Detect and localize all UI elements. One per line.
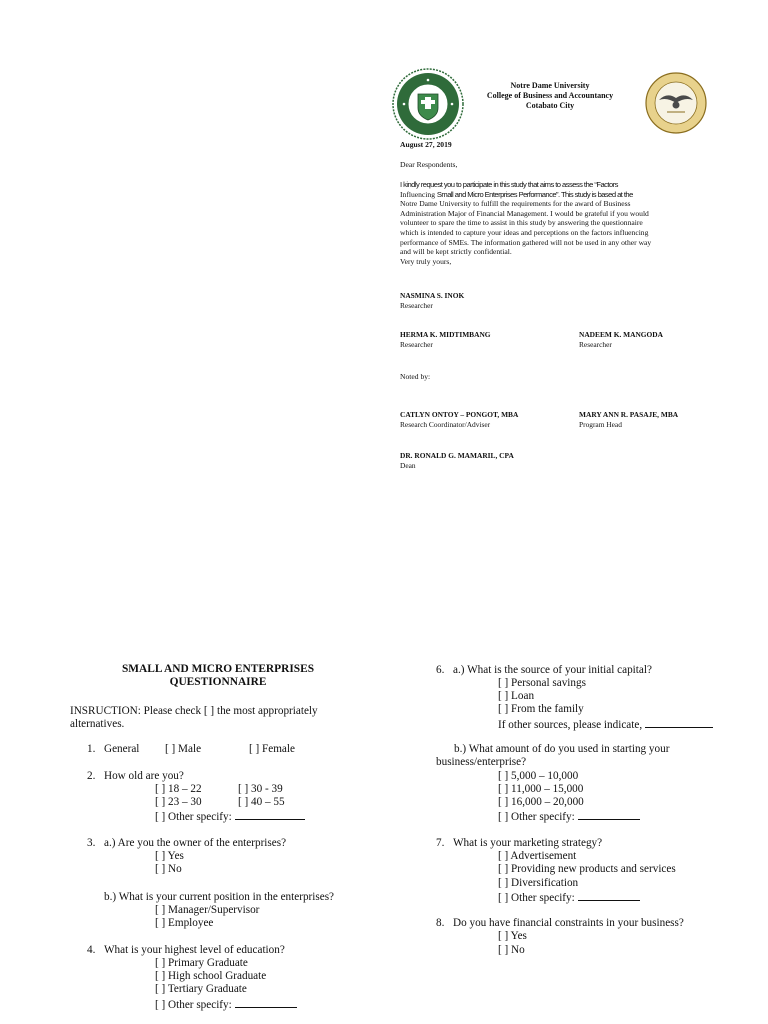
option-label: If other sources, please indicate, xyxy=(498,719,643,731)
option-label: [ ] Other specify: xyxy=(498,811,575,823)
letter-closing: Very truly yours, xyxy=(400,256,452,266)
checkbox-amount-11k-15k[interactable]: [ ] 11,000 – 15,000 xyxy=(498,783,584,795)
question-label: Do you have financial constraints in your business? xyxy=(453,917,684,929)
question-6b xyxy=(436,743,736,769)
signatory-name: NADEEM K. MANGODA xyxy=(579,330,663,339)
checkbox-age-40-55[interactable]: [ ] 40 – 55 xyxy=(238,796,285,808)
instruction xyxy=(70,705,360,731)
checkbox-amount-5k-10k[interactable]: [ ] 5,000 – 10,000 xyxy=(498,770,579,782)
checkbox-female[interactable]: [ ] Female xyxy=(249,743,295,755)
checkbox-constraints-no[interactable]: [ ] No xyxy=(498,944,525,956)
question-3b-label: b.) What is your current position in the enterprises? xyxy=(104,891,335,903)
checkbox-age-30-39[interactable]: [ ] 30 - 39 xyxy=(238,783,283,795)
option-label: [ ] Other specify: xyxy=(498,892,575,904)
question-2 xyxy=(87,770,184,783)
signatory-name: CATLYN ONTOY – PONGOT, MBA xyxy=(400,410,519,419)
checkbox-position-employee[interactable]: [ ] Employee xyxy=(155,917,214,929)
checkbox-strategy-diversification[interactable]: [ ] Diversification xyxy=(498,877,579,889)
signatory-role: Researcher xyxy=(579,339,612,349)
signatory-name: NASMINA S. INOK xyxy=(400,291,465,300)
body-line: Administration Major of Financial Management. I would be grateful if you would xyxy=(400,208,649,218)
letterhead xyxy=(470,81,630,111)
question-label-line-1: b.) What amount of do you used in starting your xyxy=(454,743,670,755)
college-name: College of Business and Accountancy xyxy=(486,91,614,100)
question-label: a.) Are you the owner of the enterprises? xyxy=(104,837,287,849)
body-line: performance of SMEs. The information gathered will not be used in any other way xyxy=(400,237,652,247)
question-label: a.) What is the source of your initial capital? xyxy=(453,664,652,676)
checkbox-edu-tertiary[interactable]: [ ] Tertiary Graduate xyxy=(155,983,247,995)
letter-salutation: Dear Respondents, xyxy=(400,160,458,169)
body-line: and will be kept strictly confidential. xyxy=(400,247,512,257)
checkbox-amount-16k-20k[interactable]: [ ] 16,000 – 20,000 xyxy=(498,796,584,808)
question-8 xyxy=(436,917,684,930)
title-line-2: QUESTIONNAIRE xyxy=(169,676,267,689)
signatory-role: Research Coordinator/Adviser xyxy=(400,419,491,429)
checkbox-edu-primary[interactable]: [ ] Primary Graduate xyxy=(155,957,248,969)
signatory-role: Researcher xyxy=(400,339,433,349)
checkbox-position-manager[interactable]: [ ] Manager/Supervisor xyxy=(155,904,260,916)
signature-adviser xyxy=(400,410,570,429)
checkbox-owner-yes[interactable]: [ ] Yes xyxy=(155,850,184,862)
signatory-name: HERMA K. MIDTIMBANG xyxy=(400,330,491,339)
checkbox-capital-loan[interactable]: [ ] Loan xyxy=(498,690,535,702)
questionnaire-title xyxy=(90,663,346,690)
question-label: What is your highest level of education? xyxy=(104,944,285,956)
other-specify-blank[interactable] xyxy=(235,809,305,820)
checkbox-constraints-yes[interactable]: [ ] Yes xyxy=(498,930,527,942)
instruction-line-1: INSRUCTION: Please check [ ] the most appropriately xyxy=(70,705,318,717)
signature-researcher-1 xyxy=(400,291,700,310)
question-number: 4. xyxy=(87,944,96,956)
checkbox-male[interactable]: [ ] Male xyxy=(165,743,202,755)
letter-body xyxy=(400,180,700,266)
signatory-name: MARY ANN R. PASAJE, MBA xyxy=(579,410,679,419)
university-name: Notre Dame University xyxy=(510,81,590,90)
question-label: What is your marketing strategy? xyxy=(453,837,603,849)
checkbox-edu-other[interactable] xyxy=(155,997,297,1012)
question-number: 3. xyxy=(87,837,96,849)
body-line: which is intended to capture your ideas and perceptions on the factors influencing xyxy=(400,227,649,237)
college-seal-logo xyxy=(645,72,707,134)
question-6a xyxy=(436,664,652,677)
signature-program-head xyxy=(579,410,739,429)
instruction-line-2: alternatives. xyxy=(70,718,125,731)
intro-line-2-start: Influencing xyxy=(400,189,436,199)
intro-line-2 xyxy=(400,190,700,200)
checkbox-strategy-new-products[interactable]: [ ] Providing new products and services xyxy=(498,863,676,875)
signatory-name: DR. RONALD G. MAMARIL, CPA xyxy=(400,451,514,460)
question-4 xyxy=(87,944,285,957)
signatory-role: Researcher xyxy=(400,300,433,310)
letter-date: August 27, 2019 xyxy=(400,140,452,149)
title-line-1: SMALL AND MICRO ENTERPRISES xyxy=(121,663,315,675)
question-number: 6. xyxy=(436,664,445,676)
signatory-role: Dean xyxy=(400,460,416,470)
checkbox-strategy-other[interactable] xyxy=(498,890,640,905)
question-3a xyxy=(87,837,286,850)
signature-dean xyxy=(400,451,700,470)
question-number: 1. xyxy=(87,743,96,755)
question-label: How old are you? xyxy=(104,770,184,782)
body-line: Notre Dame University to fulfill the requirements for the award of Business xyxy=(400,199,631,209)
university-seal-logo xyxy=(392,68,464,140)
other-specify-blank[interactable] xyxy=(578,809,640,820)
checkbox-strategy-advertisement[interactable]: [ ] Advertisement xyxy=(498,850,577,862)
checkbox-age-18-22[interactable]: [ ] 18 – 22 xyxy=(155,783,202,795)
other-specify-blank[interactable] xyxy=(578,890,640,901)
other-specify-blank[interactable] xyxy=(235,997,297,1008)
signature-researcher-2 xyxy=(400,330,560,349)
question-number: 2. xyxy=(87,770,96,782)
noted-by-label: Noted by: xyxy=(400,372,431,381)
checkbox-age-other[interactable] xyxy=(155,809,305,824)
option-label: [ ] Other specify: xyxy=(155,811,232,823)
city-name: Cotabato City xyxy=(525,101,575,110)
checkbox-amount-other[interactable] xyxy=(498,809,640,824)
question-label: General xyxy=(104,743,140,755)
option-label: [ ] Other specify: xyxy=(155,999,232,1011)
question-number: 8. xyxy=(436,917,445,929)
intro-line-1: I kindly request you to participate in this study that aims to assess the “Factors xyxy=(400,180,618,189)
checkbox-owner-no[interactable]: [ ] No xyxy=(155,863,182,875)
signature-researcher-3 xyxy=(579,330,739,349)
checkbox-edu-highschool[interactable]: [ ] High school Graduate xyxy=(155,970,267,982)
checkbox-age-23-30[interactable]: [ ] 23 – 30 xyxy=(155,796,202,808)
intro-line-2-rest: Small and Micro Enterprises Performance”. This study is based at the xyxy=(436,189,633,199)
signatory-role: Program Head xyxy=(579,419,622,429)
other-sources-line xyxy=(498,717,713,732)
body-line: volunteer to spare the time to assist in this study by answering the questionnaire xyxy=(400,218,643,228)
checkbox-capital-savings[interactable]: [ ] Personal savings xyxy=(498,677,586,689)
checkbox-capital-family[interactable]: [ ] From the family xyxy=(498,703,584,715)
question-label-line-2: business/enterprise? xyxy=(436,756,527,769)
question-number: 7. xyxy=(436,837,445,849)
question-1 xyxy=(87,743,139,756)
question-7 xyxy=(436,837,602,850)
other-sources-blank[interactable] xyxy=(645,717,713,728)
